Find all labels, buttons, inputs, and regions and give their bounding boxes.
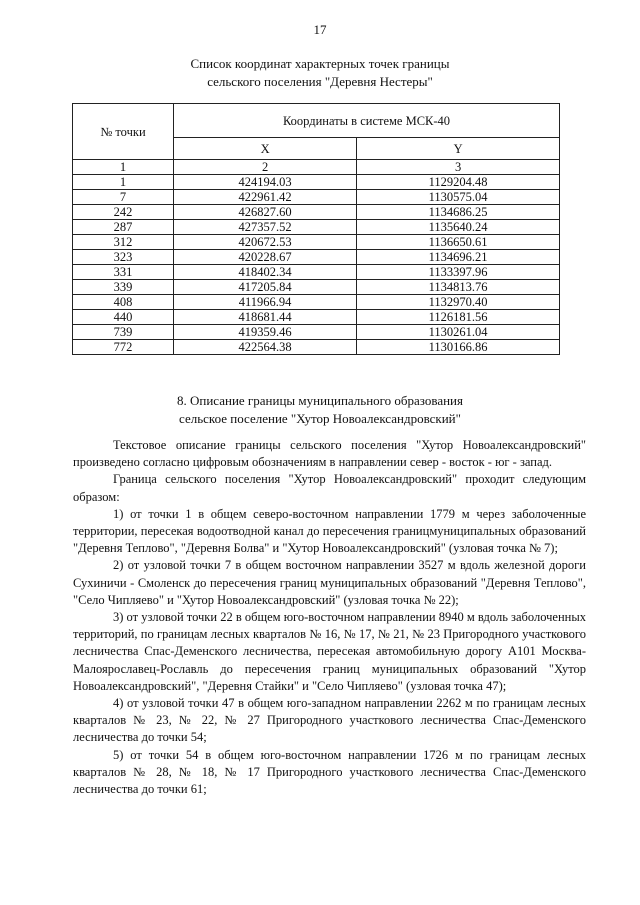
cell-point: 287 xyxy=(73,220,174,235)
section-heading-line-2: сельское поселение "Хутор Новоалександровский" xyxy=(179,411,461,426)
table-row xyxy=(73,175,560,190)
cell-y: 1132970.40 xyxy=(357,295,560,310)
cell-y: 1129204.48 xyxy=(357,175,560,190)
cell-x: 424194.03 xyxy=(174,175,357,190)
cell-x: 422961.42 xyxy=(174,190,357,205)
table-row xyxy=(73,220,560,235)
table-row xyxy=(73,265,560,280)
cell-x: 426827.60 xyxy=(174,205,357,220)
cell-point: 323 xyxy=(73,250,174,265)
boundary-description xyxy=(73,437,586,798)
section-heading xyxy=(0,392,640,428)
cell-y: 1134813.76 xyxy=(357,280,560,295)
cell-point: 312 xyxy=(73,235,174,250)
cell-y: 1136650.61 xyxy=(357,235,560,250)
cell-x: 427357.52 xyxy=(174,220,357,235)
cell-point: 408 xyxy=(73,295,174,310)
index-cell: 1 xyxy=(73,160,174,175)
table-row xyxy=(73,310,560,325)
paragraph: 4) от узловой точки 47 в общем юго-западном направлении 2262 м по границам лесных кварталов № 23, № 22, № 27 Пригородного участкового лесничества Спас-Деменского лесничества до точки 54; xyxy=(73,696,586,745)
table-row xyxy=(73,235,560,250)
index-cell: 3 xyxy=(357,160,560,175)
paragraph: Текстовое описание границы сельского поселения "Хутор Новоалександровский" произведено согласно цифровым обозначениям в направлении север - восток - юг - запад. xyxy=(73,438,586,470)
cell-x: 419359.46 xyxy=(174,325,357,340)
cell-point: 440 xyxy=(73,310,174,325)
table-title xyxy=(0,55,640,91)
cell-x: 418681.44 xyxy=(174,310,357,325)
cell-point: 739 xyxy=(73,325,174,340)
table-row xyxy=(73,325,560,340)
cell-point: 339 xyxy=(73,280,174,295)
header-y: Y xyxy=(357,138,560,160)
cell-x: 411966.94 xyxy=(174,295,357,310)
cell-y: 1130166.86 xyxy=(357,340,560,355)
table-row xyxy=(73,295,560,310)
page-number: 17 xyxy=(313,22,327,37)
table-row xyxy=(73,205,560,220)
cell-point: 772 xyxy=(73,340,174,355)
cell-x: 418402.34 xyxy=(174,265,357,280)
table-title-line-1: Список координат характерных точек границы xyxy=(190,56,450,71)
cell-point: 242 xyxy=(73,205,174,220)
index-row xyxy=(73,160,560,175)
cell-point: 1 xyxy=(73,175,174,190)
paragraph: 3) от узловой точки 22 в общем юго-восточном направлении 8940 м вдоль заболоченных территорий, по границам лесных кварталов № 16, № 17, № 21, № 23 Пригородного участкового лесничества Спас-Деменского лесничества, пересекая автомобильную дорогу А101 Москва-Малоярославец-Рославль до пересечения границ муниципальных образований "Хутор Новоалександровский", "Деревня Стайки" и "Село Чипляево" (узловая точка 47); xyxy=(73,610,586,693)
table-row xyxy=(73,280,560,295)
cell-y: 1133397.96 xyxy=(357,265,560,280)
cell-x: 420228.67 xyxy=(174,250,357,265)
cell-y: 1130575.04 xyxy=(357,190,560,205)
table-row xyxy=(73,340,560,355)
cell-y: 1135640.24 xyxy=(357,220,560,235)
cell-x: 417205.84 xyxy=(174,280,357,295)
cell-x: 420672.53 xyxy=(174,235,357,250)
cell-x: 422564.38 xyxy=(174,340,357,355)
paragraph: Граница сельского поселения "Хутор Новоалександровский" проходит следующим образом: xyxy=(73,472,586,504)
table-title-line-2: сельского поселения "Деревня Нестеры" xyxy=(207,74,433,89)
coordinates-table xyxy=(72,103,560,355)
cell-y: 1134686.25 xyxy=(357,205,560,220)
cell-y: 1126181.56 xyxy=(357,310,560,325)
header-coordinates: Координаты в системе МСК-40 xyxy=(174,104,560,138)
cell-point: 7 xyxy=(73,190,174,205)
cell-point: 331 xyxy=(73,265,174,280)
header-point-number: № точки xyxy=(73,104,174,160)
index-cell: 2 xyxy=(174,160,357,175)
cell-y: 1130261.04 xyxy=(357,325,560,340)
table-row xyxy=(73,190,560,205)
cell-y: 1134696.21 xyxy=(357,250,560,265)
header-x: X xyxy=(174,138,357,160)
paragraph: 2) от узловой точки 7 в общем восточном направлении 3527 м вдоль железной дороги Сухиничи - Смоленск до пересечения границ муниципальных образований "Деревня Теплово", "Село Чипляево" и "Хутор Новоалександровский" (узловая точка № 22); xyxy=(73,558,586,607)
paragraph: 1) от точки 1 в общем северо-восточном направлении 1779 м через заболоченные территории, пересекая водоотводной канал до пересечения границмуниципальных образований "Деревня Теплово", "Деревня Болва" и "Хутор Новоалександровский" (узловая точка № 7); xyxy=(73,506,586,556)
table-row xyxy=(73,250,560,265)
paragraph: 5) от точки 54 в общем юго-восточном направлении 1726 м по границам лесных кварталов № 28, № 18, № 17 Пригородного участкового лесничества Спас-Деменского лесничества до точки 61; xyxy=(73,747,586,797)
section-heading-line-1: 8. Описание границы муниципального образования xyxy=(177,393,463,408)
